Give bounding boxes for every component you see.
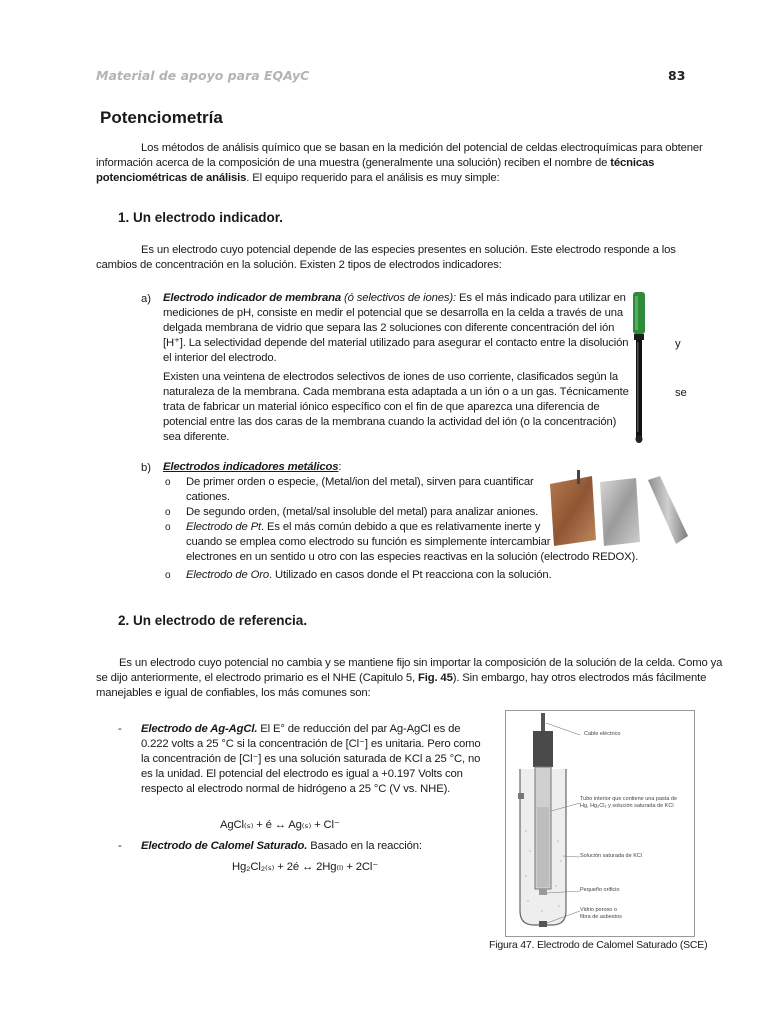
item-line: [H⁺]. La selectividad depende del material utilizado para asegurar el contacto entre la disolución [163, 337, 629, 349]
item-line: Existen una veintena de electrodos selectivos de iones de uso corriente, clasificados según la [163, 371, 619, 383]
dash-bullet: - [118, 723, 122, 735]
item-title: Electrodos indicadores metálicos [163, 461, 339, 473]
label-small-hole: Pequeño orificio [580, 887, 620, 893]
label-inner-tube: Tubo interior que contiene una pasta de Hg, Hg₂Cl₂ y solución saturada de KCl [580, 796, 678, 809]
section-paragraph-line: Es un electrodo cuyo potencial depende de las especies presentes en solución. Este electrodo responde a los [141, 244, 676, 256]
item-line: potencial entre las dos caras de la membrana cuando la actividad del ión (o la concentración) [163, 416, 617, 428]
item-title: Electrodo de Ag-AgCl. [141, 723, 258, 735]
intro-line: información acerca de la composición de una muestra (generalmente una solución) reciben el nombre de técnicas [96, 157, 655, 169]
item-line: Electrodo indicador de membrana (ó selectivos de iones): Es el más indicado para utilizar en [163, 292, 626, 304]
item-line: sea diferente. [163, 431, 230, 443]
item-line: mediciones de pH, consiste en medir el potencial que se desarrolla en la celda a través de una [163, 307, 624, 319]
section-heading: 2. Un electrodo de referencia. [118, 613, 308, 628]
item-line: Electrodo de Ag-AgCl. El E° de reducción del par Ag-AgCl es de [141, 723, 461, 735]
item-line: respecto al electrodo normal de hidrógeno a 25 °C (V vs. NHE). [141, 783, 451, 795]
item-title: Electrodo de Calomel Saturado. [141, 840, 308, 852]
section-paragraph-line: cambios de concentración en la solución. Existen 2 tipos de electrodos indicadores: [96, 259, 502, 271]
item-line: el interior del electrodo. [163, 352, 277, 364]
item-line: Electrodo de Calomel Saturado. Basado en la reacción: [141, 840, 422, 852]
label-porous-glass: Vidrio poroso o fibra de asbestos [580, 907, 622, 920]
bold-term: técnicas [610, 157, 655, 169]
label-kcl-solution: Solución saturada de KCl [580, 853, 643, 859]
item-line-tail: se [675, 387, 687, 399]
item-line: Electrodos indicadores metálicos: [163, 461, 342, 473]
bullet-icon: o [165, 477, 171, 488]
intro-line: Los métodos de análisis químico que se basan en la medición del potencial de celdas electroquímicas para obtener [141, 142, 703, 154]
sublist-line: cationes. [186, 491, 230, 503]
list-label: b) [141, 462, 152, 474]
item-line: trata de fabricar un material iónico específico con el fin de que aparezca una diferencia de [163, 401, 600, 413]
item-line: 0.222 volts a 25 °C si la concentración de [Cl⁻] es unitaria. Pero como [141, 738, 481, 750]
sublist-line: Electrodo de Oro. Utilizado en casos donde el Pt reacciona con la solución. [186, 569, 552, 581]
item-line: delgada membrana de vidrio que separa las 2 soluciones con diferente concentración del ión [163, 322, 615, 334]
figure-caption: Figura 47. Electrodo de Calomel Saturado (SCE) [489, 939, 708, 951]
reaction-equation: AgCl₍ₛ₎ + é ↔ Ag₍ₛ₎ + Cl⁻ [220, 819, 340, 831]
section-heading: 1. Un electrodo indicador. [118, 210, 284, 225]
sublist-line: De primer orden o especie, (Metal/ion del metal), sirven para cuantificar [186, 476, 534, 488]
section-paragraph-line: se dijo anteriormente, el electrodo primario es el NHE (Capitulo 5, Fig. 45). Sin embargo, hay otros electrodos más fácilmente [96, 672, 707, 684]
sublist-line: cuando se emplea como electrodo su función es simplemente intercambiar [186, 536, 551, 548]
ph-electrode-image [626, 290, 652, 444]
bullet-icon: o [165, 570, 171, 581]
reaction-equation: Hg₂Cl₂₍ₛ₎ + 2é ↔ 2Hg₍ₗ₎ + 2Cl⁻ [232, 861, 379, 873]
intro-line: potenciométricas de análisis. El equipo requerido para el análisis es muy simple: [96, 172, 500, 184]
section-paragraph-line: Es un electrodo cuyo potencial no cambia y se mantiene fijo sin importar la composición de la solución de la celda. Como ya [119, 657, 723, 669]
calomel-electrode-figure [505, 710, 695, 937]
figure-reference: Fig. 45 [417, 672, 453, 684]
calomel-electrode-diagram [506, 711, 694, 936]
bullet-icon: o [165, 522, 171, 533]
page-title: Potenciometría [100, 108, 223, 127]
page-number: 83 [668, 68, 686, 83]
label-cable: Cable eléctrico [584, 731, 621, 737]
bold-term: potenciométricas de análisis [96, 172, 247, 184]
running-header: Material de apoyo para EQAyC [96, 68, 310, 83]
item-line: es la unidad. El potencial del electrodo es igual a +0.197 Volts con [141, 768, 463, 780]
dash-bullet: - [118, 840, 122, 852]
sublist-line: Electrodo de Pt. Es el más común debido a que es relativamente inerte y [186, 521, 541, 533]
list-label: a) [141, 293, 152, 305]
sublist-line: electrones en un sentido u otro con las especies reactivas en la solución (electrodo REDOX). [186, 551, 639, 563]
metal-electrodes-image [544, 470, 692, 550]
item-title: Electrodo indicador de membrana [163, 292, 342, 304]
item-line-tail: y [675, 338, 681, 350]
bullet-icon: o [165, 507, 171, 518]
sublist-line: De segundo orden, (metal/sal insoluble del metal) para analizar aniones. [186, 506, 539, 518]
section-paragraph-line: manejables e igual de confiables, los más comunes son: [96, 687, 371, 699]
item-line: naturaleza de la membrana. Cada membrana esta adaptada a un ión o a un gas. Técnicamente [163, 386, 629, 398]
item-line: la concentración de [Cl⁻] es una solución saturada de KCl a 25 °C, no [141, 753, 481, 765]
